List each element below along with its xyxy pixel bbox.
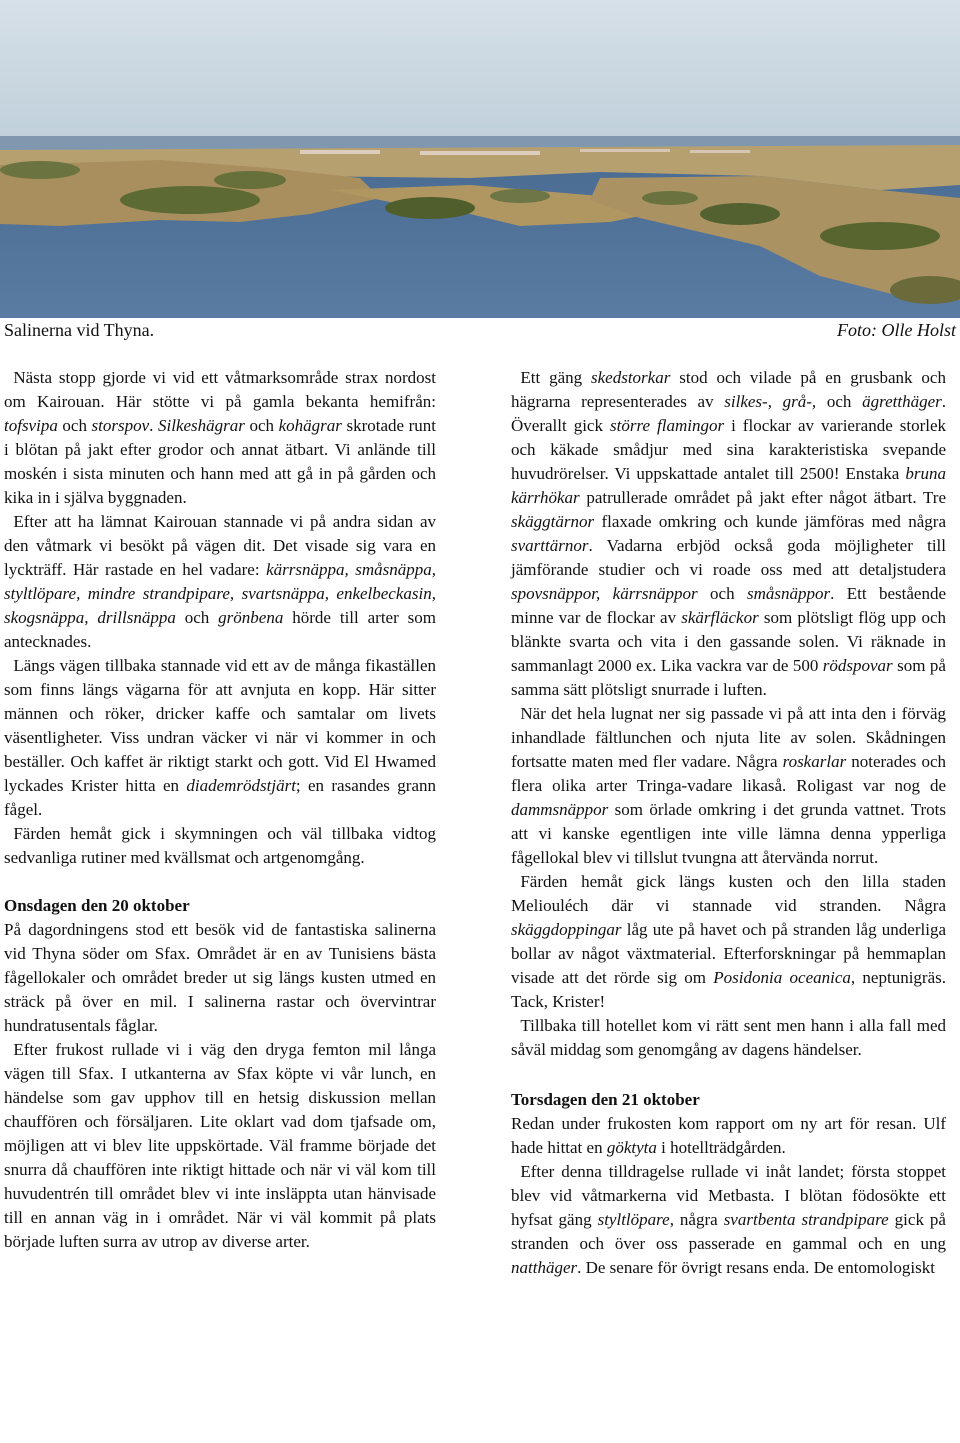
italic-term: skäggtärnor bbox=[511, 512, 595, 531]
italic-term: tofsvipa bbox=[4, 416, 58, 435]
italic-term: kohägrar bbox=[278, 416, 342, 435]
right-column bbox=[511, 366, 946, 1280]
italic-term: småsnäppor bbox=[746, 584, 831, 603]
shrub bbox=[0, 161, 80, 179]
sky bbox=[0, 0, 960, 140]
italic-term: ägretthäger bbox=[862, 392, 942, 411]
italic-term: natthäger bbox=[511, 1258, 578, 1277]
shrub bbox=[642, 191, 698, 205]
paragraph: Redan under frukosten kom rapport om ny art för resan. Ulf hade hittat en göktyta i hotellträdgården. bbox=[511, 1114, 946, 1157]
italic-term: skärfläckor bbox=[681, 608, 759, 627]
italic-term: göktyta bbox=[606, 1138, 657, 1157]
shrub bbox=[820, 222, 940, 250]
paragraph: På dagordningens stod ett besök vid de fantastiska salinerna vid Thyna söder om Sfax. Området är en av Tunisiens bästa fågellokaler och området breder ut sig längs kusten utmed en sträck på över en mil. I salinerna rastar och övervintrar hundratusentals fåglar. bbox=[4, 920, 436, 1035]
photo-salinerna bbox=[0, 0, 960, 318]
italic-term: styltlöpare bbox=[597, 1210, 670, 1229]
italic-term: dammsnäppor bbox=[511, 800, 609, 819]
paragraph: Längs vägen tillbaka stannade vid ett av de många fikaställen som finns längs vägarna för att avnjuta en kopp. Här sitter männen och röker, dricker kaffe och samtalar om livets väsentligheter. Viss undran väcker vi när vi kommer in och beställer. Och kaffet är riktigt starkt och gott. Vid El Hwamed lyckades Krister hitta en diademrödstjärt; en rasandes grann fågel. bbox=[4, 656, 436, 819]
paragraph: Efter denna tilldragelse rullade vi inåt landet; första stoppet blev vid våtmarkerna vid Metbasta. I blötan födosökte ett hyfsat gäng styltlöpare, några svartbenta strandpipare gick på stranden och över oss passerade en gammal och en ung natthäger. De senare för övrigt resans enda. De entomologiskt bbox=[511, 1162, 946, 1277]
italic-term: skäggdoppingar bbox=[511, 920, 622, 939]
italic-term: bruna kärrhökar bbox=[511, 464, 946, 507]
italic-term: silkes-, grå-, bbox=[724, 392, 817, 411]
italic-term: rödspovar bbox=[822, 656, 893, 675]
paragraph: Tillbaka till hotellet kom vi rätt sent men hann i alla fall med såväl middag som genomgång av dagens händelser. bbox=[511, 1016, 946, 1059]
photo-caption: Salinerna vid Thyna. bbox=[4, 320, 155, 340]
section-heading: Torsdagen den 21 oktober bbox=[511, 1090, 700, 1109]
paragraph: Efter att ha lämnat Kairouan stannade vi på andra sidan av den våtmark vi besökt på vägen dit. Det visade sig vara en lyckträff. Här rastade en hel vadare: kärrsnäppa, småsnäppa, styltlöpare, mindre strandpipare, svartsnäppa, enkelbeckasin, skogsnäppa, drillsnäppa och grönbena hörde till arter som antecknades. bbox=[4, 512, 437, 651]
italic-term: kärrsnäppa, småsnäppa, styltlöpare, mindre strandpipare, svartsnäppa, enkelbeckasin, skogsnäppa, drillsnäppa bbox=[4, 560, 437, 627]
paragraph: Färden hemåt gick i skymningen och väl tillbaka vidtog sedvanliga rutiner med kvällsmat och artgenomgång. bbox=[4, 824, 436, 867]
shrub bbox=[120, 186, 260, 214]
section-heading: Onsdagen den 20 oktober bbox=[4, 896, 190, 915]
paragraph: Efter frukost rullade vi i väg den dryga femton mil långa vägen till Sfax. I utkanterna av Sfax köpte vi vår lunch, en händelse som gav upphov till en hetsig diskussion mellan chauffören och försäljaren. Lite oklart vad dom tjafsade om, möjligen att vi blev lite uppskörtade. Väl framme började det snurra då chauffören inte riktigt hittade och när vi väl kom till huvudentrén till området blev vi inte insläppta utan hänvisade till en annan väg in i området. När vi väl kommit på plats började luften surra av utrop av diverse arter. bbox=[4, 1040, 436, 1251]
italic-term: svarttärnor bbox=[511, 536, 589, 555]
paragraph: När det hela lugnat ner sig passade vi på att inta den i förväg inhandlade fältlunchen och njuta lite av solen. Skådningen fortsatte maten med fler vadare. Några roskarlar noterades och flera olika arter Tringa-vadare likaså. Roligast var nog de dammsnäppor som örlade omkring i det grunda vattnet. Trots att vi kanske egentligen inte ville lämna denna ypperliga fågellokal blev vi tillslut tvungna att återvända norrut. bbox=[511, 704, 947, 867]
italic-term: Silkeshägrar bbox=[158, 416, 245, 435]
italic-term: diademrödstjärt bbox=[186, 776, 296, 795]
paragraph: Nästa stopp gjorde vi vid ett våtmarksområde strax nordost om Kairouan. Här stötte vi på gamla bekanta hemifrån: tofsvipa och storspov. Silkeshägrar och kohägrar skrotade runt i blötan på jakt efter grodor och annat ätbart. Vi anlände till moskén i sista minuten och hann med att gå in på gården och kika in i själva byggnaden. bbox=[4, 368, 437, 507]
paragraph: Ett gäng skedstorkar stod och vilade på en grusbank och hägrarna representerades av silkes-, grå-, och ägretthäger. Överallt gick större flamingor i flockar av varierande storlek och käkade smådjur med sina karakteristiska svepande huvudrörelser. Vi uppskattade antalet till 2500! Enstaka bruna kärrhökar patrullerade området på jakt efter något ätbart. Tre skäggtärnor flaxade omkring och kunde jämföras med några svarttärnor. Vadarna erbjöd också goda möjligheter till jämförande studier och vi roade oss med att detaljstudera spovsnäppor, kärrsnäppor och småsnäppor. Ett bestående minne var de flockar av skärfläckor som plötsligt flög upp och blänkte svarta och vita i den gassande solen. Vi räknade in sammanlagt 2000 ex. Lika vackra var de 500 rödspovar som på samma sätt plötsligt snurrade i luften. bbox=[511, 368, 947, 699]
paragraph: Färden hemåt gick längs kusten och den lilla staden Meliouléch där vi stannade vid stranden. Några skäggdoppingar låg ute på havet och på stranden låg underliga bollar av något växtmaterial. Efterforskningar på hemmaplan visade att det rörde sig om Posidonia oceanica, neptunigräs. Tack, Krister! bbox=[511, 872, 946, 1011]
photo-credit: Foto: Olle Holst bbox=[837, 320, 956, 340]
italic-term: Posidonia oceanica bbox=[713, 968, 851, 987]
italic-term: spovsnäppor, kärrsnäppor bbox=[511, 584, 698, 603]
italic-term: skedstorkar bbox=[591, 368, 671, 387]
italic-term: roskarlar bbox=[782, 752, 847, 771]
italic-term: grönbena bbox=[218, 608, 284, 627]
shrub bbox=[490, 189, 550, 203]
shrub bbox=[700, 203, 780, 225]
left-column bbox=[4, 366, 436, 1254]
italic-term: svartbenta strandpipare bbox=[723, 1210, 889, 1229]
shrub bbox=[385, 197, 475, 219]
italic-term: storspov bbox=[91, 416, 150, 435]
italic-term: större flamingor bbox=[610, 416, 725, 435]
shrub bbox=[214, 171, 286, 189]
